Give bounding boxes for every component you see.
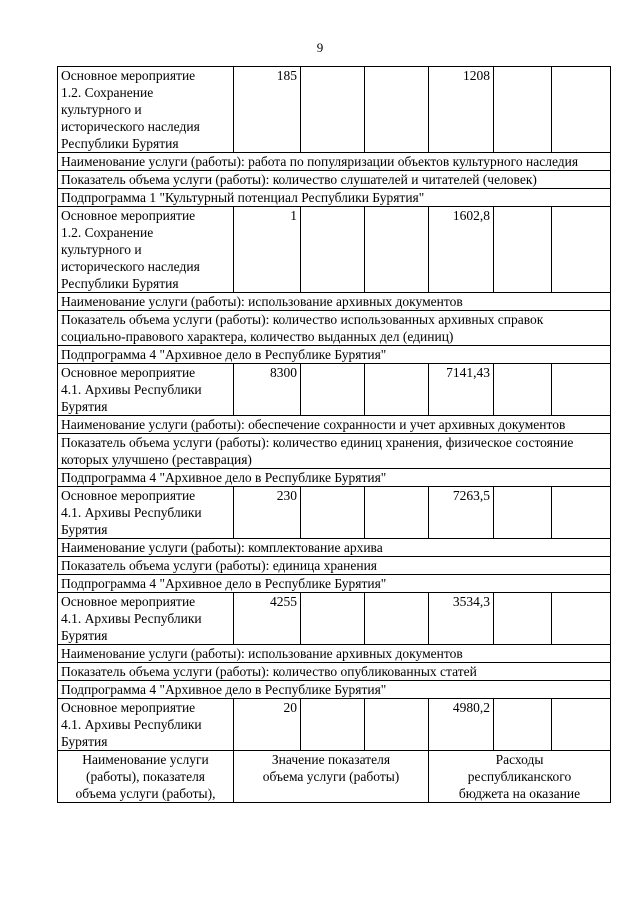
activity-name-cell <box>58 67 234 153</box>
activity-row <box>58 67 611 153</box>
empty-cell <box>301 487 365 539</box>
empty-cell <box>494 67 552 153</box>
description-row <box>58 434 611 469</box>
empty-cell <box>365 207 429 293</box>
description-row <box>58 171 611 189</box>
description-cell: Показатель объема услуги (работы): количество слушателей и читателей (человек) <box>58 171 611 189</box>
activity-name-line: Республики Бурятия <box>61 136 179 151</box>
empty-cell <box>552 364 611 416</box>
empty-cell <box>552 699 611 751</box>
column-header-col1 <box>58 751 234 803</box>
empty-cell <box>301 67 365 153</box>
description-row <box>58 663 611 681</box>
description-cell: Подпрограмма 4 "Архивное дело в Республике Бурятия" <box>58 346 611 364</box>
description-row <box>58 469 611 487</box>
description-row <box>58 416 611 434</box>
budget-expense-cell: 4980,2 <box>429 699 494 751</box>
activity-row <box>58 364 611 416</box>
activity-name-line: Основное мероприятие <box>61 365 196 380</box>
description-cell: Подпрограмма 4 "Архивное дело в Республике Бурятия" <box>58 575 611 593</box>
description-cell: Наименование услуги (работы): работа по популяризации объектов культурного наследия <box>58 153 611 171</box>
description-cell: Наименование услуги (работы): использование архивных документов <box>58 293 611 311</box>
description-row <box>58 645 611 663</box>
column-header-line: республиканского <box>467 769 572 784</box>
activity-name-line: культурного и <box>61 242 142 257</box>
description-cell: Наименование услуги (работы): использование архивных документов <box>58 645 611 663</box>
column-header-line: Расходы <box>495 752 544 767</box>
description-cell: Подпрограмма 4 "Архивное дело в Республике Бурятия" <box>58 469 611 487</box>
budget-expense-cell: 1208 <box>429 67 494 153</box>
empty-cell <box>365 364 429 416</box>
budget-expense-cell: 1602,8 <box>429 207 494 293</box>
empty-cell <box>494 699 552 751</box>
description-cell: Наименование услуги (работы): комплектование архива <box>58 539 611 557</box>
activity-name-cell <box>58 364 234 416</box>
service-volume-cell: 1 <box>234 207 301 293</box>
budget-expense-cell: 3534,3 <box>429 593 494 645</box>
column-header-line: Наименование услуги <box>82 752 209 767</box>
activity-name-line: исторического наследия <box>61 259 200 274</box>
description-row <box>58 346 611 364</box>
empty-cell <box>494 487 552 539</box>
activity-row <box>58 487 611 539</box>
activity-name-cell <box>58 487 234 539</box>
column-header-line: (работы), показателя <box>85 769 206 784</box>
budget-expense-cell: 7141,43 <box>429 364 494 416</box>
activity-name-line: Основное мероприятие <box>61 488 196 503</box>
empty-cell <box>365 67 429 153</box>
activity-name-line: 1.2. Сохранение <box>61 225 154 240</box>
column-header-line: объема услуги (работы), <box>75 786 216 801</box>
service-volume-cell: 4255 <box>234 593 301 645</box>
empty-cell <box>365 699 429 751</box>
activity-name-line: Основное мероприятие <box>61 700 196 715</box>
description-row <box>58 189 611 207</box>
description-cell: Наименование услуги (работы): обеспечение сохранности и учет архивных документов <box>58 416 611 434</box>
column-header-row <box>58 751 611 803</box>
empty-cell <box>365 593 429 645</box>
empty-cell <box>494 207 552 293</box>
description-row <box>58 575 611 593</box>
service-volume-cell: 230 <box>234 487 301 539</box>
activity-name-line: Основное мероприятие <box>61 594 196 609</box>
column-header-line: бюджета на оказание <box>458 786 581 801</box>
column-header-line: объема услуги (работы) <box>262 769 400 784</box>
column-header-col2 <box>234 751 429 803</box>
activity-name-cell <box>58 207 234 293</box>
empty-cell <box>301 207 365 293</box>
activity-name-line: Бурятия <box>61 734 108 749</box>
budget-expense-cell: 7263,5 <box>429 487 494 539</box>
empty-cell <box>494 364 552 416</box>
activity-name-line: Основное мероприятие <box>61 208 196 223</box>
activity-name-line: Бурятия <box>61 522 108 537</box>
activity-row <box>58 593 611 645</box>
empty-cell <box>552 593 611 645</box>
services-table <box>57 66 611 803</box>
activity-name-line: 4.1. Архивы Республики <box>61 611 202 626</box>
empty-cell <box>365 487 429 539</box>
empty-cell <box>552 487 611 539</box>
activity-name-line: Бурятия <box>61 399 108 414</box>
description-cell: Подпрограмма 4 "Архивное дело в Республике Бурятия" <box>58 681 611 699</box>
activity-name-line: 4.1. Архивы Республики <box>61 717 202 732</box>
description-row <box>58 311 611 346</box>
empty-cell <box>301 593 365 645</box>
activity-name-line: 1.2. Сохранение <box>61 85 154 100</box>
service-volume-cell: 185 <box>234 67 301 153</box>
empty-cell <box>552 67 611 153</box>
activity-name-cell <box>58 593 234 645</box>
description-row <box>58 153 611 171</box>
activity-name-line: Республики Бурятия <box>61 276 179 291</box>
activity-name-line: 4.1. Архивы Республики <box>61 505 202 520</box>
description-row <box>58 539 611 557</box>
activity-name-line: культурного и <box>61 102 142 117</box>
activity-name-line: Бурятия <box>61 628 108 643</box>
activity-row <box>58 207 611 293</box>
empty-cell <box>552 207 611 293</box>
description-cell: Показатель объема услуги (работы): количество единиц хранения, физическое состояние которых улучшено (реставрация) <box>58 434 611 469</box>
description-cell: Подпрограмма 1 "Культурный потенциал Республики Бурятия" <box>58 189 611 207</box>
column-header-line: Значение показателя <box>271 752 391 767</box>
empty-cell <box>301 364 365 416</box>
description-row <box>58 557 611 575</box>
empty-cell <box>494 593 552 645</box>
activity-name-line: 4.1. Архивы Республики <box>61 382 202 397</box>
activity-name-line: Основное мероприятие <box>61 68 196 83</box>
description-row <box>58 681 611 699</box>
services-table-body <box>58 67 611 803</box>
service-volume-cell: 20 <box>234 699 301 751</box>
description-cell: Показатель объема услуги (работы): количество использованных архивных справок социально-правового характера, количество выданных дел (единиц) <box>58 311 611 346</box>
description-row <box>58 293 611 311</box>
column-header-col3 <box>429 751 611 803</box>
activity-name-line: исторического наследия <box>61 119 200 134</box>
description-cell: Показатель объема услуги (работы): единица хранения <box>58 557 611 575</box>
description-cell: Показатель объема услуги (работы): количество опубликованных статей <box>58 663 611 681</box>
service-volume-cell: 8300 <box>234 364 301 416</box>
activity-name-cell <box>58 699 234 751</box>
activity-row <box>58 699 611 751</box>
page-number: 9 <box>316 40 324 55</box>
empty-cell <box>301 699 365 751</box>
